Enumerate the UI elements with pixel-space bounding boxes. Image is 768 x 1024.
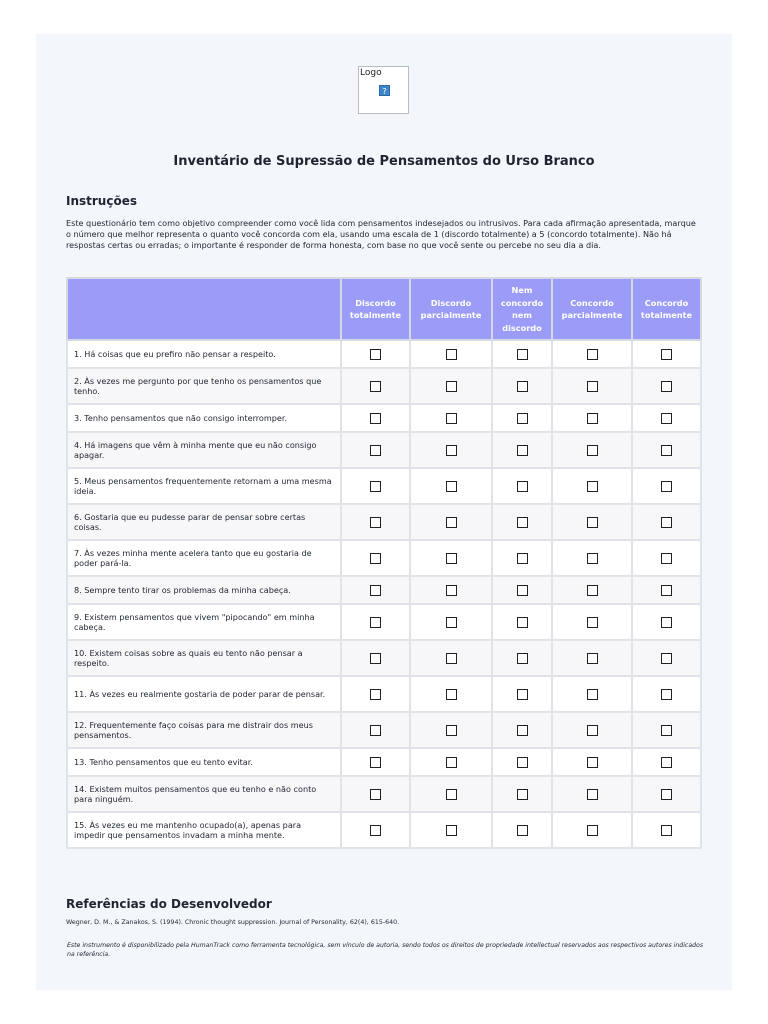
answer-cell <box>341 368 410 404</box>
question-text: 8. Sempre tento tirar os problemas da minha cabeça. <box>67 576 341 604</box>
question-column-header <box>67 278 341 340</box>
answer-checkbox[interactable] <box>370 585 381 596</box>
answer-checkbox[interactable] <box>446 725 457 736</box>
answer-checkbox[interactable] <box>587 585 598 596</box>
answer-cell <box>632 748 701 776</box>
answer-cell <box>552 340 632 368</box>
answer-cell <box>632 676 701 712</box>
instructions-heading: Instruções <box>66 194 137 208</box>
answer-cell <box>410 748 492 776</box>
answer-checkbox[interactable] <box>370 653 381 664</box>
table-row <box>67 576 701 604</box>
answer-checkbox[interactable] <box>517 585 528 596</box>
answer-cell <box>632 712 701 748</box>
answer-cell <box>632 504 701 540</box>
answer-checkbox[interactable] <box>446 653 457 664</box>
question-text: 2. Às vezes me pergunto por que tenho os pensamentos que tenho. <box>67 368 341 404</box>
answer-cell <box>341 468 410 504</box>
table-row <box>67 468 701 504</box>
answer-checkbox[interactable] <box>446 553 457 564</box>
table-row <box>67 776 701 812</box>
answer-checkbox[interactable] <box>370 349 381 360</box>
answer-cell <box>492 604 552 640</box>
answer-cell <box>341 576 410 604</box>
answer-checkbox[interactable] <box>446 789 457 800</box>
answer-checkbox[interactable] <box>370 517 381 528</box>
answer-cell <box>492 640 552 676</box>
logo-alt-text: Logo <box>360 68 382 78</box>
questionnaire-table <box>66 277 702 849</box>
answer-cell <box>632 404 701 432</box>
answer-checkbox[interactable] <box>370 825 381 836</box>
answer-checkbox[interactable] <box>446 481 457 492</box>
question-text: 14. Existem muitos pensamentos que eu tenho e não conto para ninguém. <box>67 776 341 812</box>
answer-cell <box>492 776 552 812</box>
question-text: 1. Há coisas que eu prefiro não pensar a respeito. <box>67 340 341 368</box>
answer-cell <box>410 712 492 748</box>
answer-cell <box>410 676 492 712</box>
answer-cell <box>552 712 632 748</box>
answer-cell <box>632 540 701 576</box>
answer-cell <box>492 748 552 776</box>
answer-cell <box>341 504 410 540</box>
answer-cell <box>632 604 701 640</box>
answer-checkbox[interactable] <box>587 689 598 700</box>
table-row <box>67 540 701 576</box>
table-row <box>67 748 701 776</box>
answer-cell <box>552 576 632 604</box>
table-row <box>67 368 701 404</box>
questionnaire-body <box>67 340 701 848</box>
answer-cell <box>552 368 632 404</box>
answer-cell <box>341 540 410 576</box>
answer-checkbox[interactable] <box>661 653 672 664</box>
answer-cell <box>492 340 552 368</box>
answer-checkbox[interactable] <box>370 617 381 628</box>
answer-cell <box>410 468 492 504</box>
scale-column-header: Concordo totalmente <box>632 278 701 340</box>
answer-checkbox[interactable] <box>661 757 672 768</box>
answer-checkbox[interactable] <box>370 757 381 768</box>
table-row <box>67 604 701 640</box>
answer-checkbox[interactable] <box>446 689 457 700</box>
answer-cell <box>341 432 410 468</box>
answer-cell <box>410 404 492 432</box>
answer-cell <box>341 712 410 748</box>
answer-cell <box>632 468 701 504</box>
answer-checkbox[interactable] <box>587 725 598 736</box>
answer-cell <box>492 540 552 576</box>
answer-cell <box>552 676 632 712</box>
answer-checkbox[interactable] <box>517 757 528 768</box>
answer-checkbox[interactable] <box>517 381 528 392</box>
answer-checkbox[interactable] <box>587 757 598 768</box>
answer-cell <box>632 340 701 368</box>
table-row <box>67 640 701 676</box>
answer-cell <box>552 468 632 504</box>
table-header-row <box>67 278 701 340</box>
answer-checkbox[interactable] <box>517 413 528 424</box>
answer-checkbox[interactable] <box>370 689 381 700</box>
answer-cell <box>492 404 552 432</box>
answer-cell <box>341 604 410 640</box>
answer-checkbox[interactable] <box>587 517 598 528</box>
answer-cell <box>410 540 492 576</box>
answer-checkbox[interactable] <box>517 617 528 628</box>
answer-cell <box>632 776 701 812</box>
answer-checkbox[interactable] <box>661 553 672 564</box>
answer-checkbox[interactable] <box>661 445 672 456</box>
answer-checkbox[interactable] <box>517 481 528 492</box>
table-row <box>67 404 701 432</box>
answer-cell <box>492 504 552 540</box>
question-text: 10. Existem coisas sobre as quais eu tento não pensar a respeito. <box>67 640 341 676</box>
answer-checkbox[interactable] <box>446 825 457 836</box>
answer-cell <box>552 640 632 676</box>
answer-checkbox[interactable] <box>661 349 672 360</box>
answer-cell <box>552 540 632 576</box>
answer-cell <box>410 340 492 368</box>
table-row <box>67 340 701 368</box>
answer-cell <box>552 404 632 432</box>
answer-checkbox[interactable] <box>370 481 381 492</box>
page-title: Inventário de Supressão de Pensamentos do Urso Branco <box>173 154 595 169</box>
question-text: 9. Existem pensamentos que vivem "pipocando" em minha cabeça. <box>67 604 341 640</box>
answer-checkbox[interactable] <box>517 653 528 664</box>
answer-checkbox[interactable] <box>587 653 598 664</box>
question-text: 3. Tenho pensamentos que não consigo interromper. <box>67 404 341 432</box>
answer-cell <box>492 368 552 404</box>
answer-checkbox[interactable] <box>661 413 672 424</box>
answer-cell <box>410 604 492 640</box>
answer-checkbox[interactable] <box>370 413 381 424</box>
answer-cell <box>492 576 552 604</box>
answer-cell <box>552 776 632 812</box>
answer-checkbox[interactable] <box>587 481 598 492</box>
answer-checkbox[interactable] <box>587 445 598 456</box>
scale-column-header: Discordo parcialmente <box>410 278 492 340</box>
question-text: 11. Às vezes eu realmente gostaria de poder parar de pensar. <box>67 676 341 712</box>
answer-cell <box>341 776 410 812</box>
instructions-text: Este questionário tem como objetivo compreender como você lida com pensamentos indesejados ou intrusivos. Para cada afirmação apresentada, marque o número que melhor representa o quanto você concorda com ela, usando uma escala de 1 (discordo totalmente) a 5 (concordo totalmente). Não há respostas certas ou erradas; o importante é responder de forma honesta, com base no que você sente ou percebe no seu dia a dia. <box>66 218 696 250</box>
question-text: 7. Às vezes minha mente acelera tanto que eu gostaria de poder pará-la. <box>67 540 341 576</box>
question-text: 6. Gostaria que eu pudesse parar de pensar sobre certas coisas. <box>67 504 341 540</box>
answer-checkbox[interactable] <box>517 517 528 528</box>
answer-checkbox[interactable] <box>370 553 381 564</box>
answer-cell <box>341 812 410 848</box>
answer-checkbox[interactable] <box>517 349 528 360</box>
scale-column-header: Discordo totalmente <box>341 278 410 340</box>
answer-checkbox[interactable] <box>370 381 381 392</box>
answer-checkbox[interactable] <box>661 825 672 836</box>
answer-cell <box>341 404 410 432</box>
answer-cell <box>410 368 492 404</box>
answer-cell <box>341 340 410 368</box>
answer-cell <box>410 576 492 604</box>
answer-checkbox[interactable] <box>587 789 598 800</box>
question-text: 13. Tenho pensamentos que eu tento evitar. <box>67 748 341 776</box>
reference-citation: Wegner, D. M., & Zanakos, S. (1994). Chronic thought suppression. Journal of Personality, 62(4), 615-640. <box>66 919 400 926</box>
answer-cell <box>552 604 632 640</box>
answer-checkbox[interactable] <box>446 413 457 424</box>
answer-cell <box>410 640 492 676</box>
answer-checkbox[interactable] <box>587 617 598 628</box>
answer-cell <box>341 748 410 776</box>
answer-checkbox[interactable] <box>517 789 528 800</box>
answer-cell <box>552 748 632 776</box>
answer-cell <box>492 712 552 748</box>
table-row <box>67 676 701 712</box>
answer-checkbox[interactable] <box>517 689 528 700</box>
answer-checkbox[interactable] <box>587 381 598 392</box>
answer-checkbox[interactable] <box>446 445 457 456</box>
answer-checkbox[interactable] <box>370 725 381 736</box>
question-text: 5. Meus pensamentos frequentemente retornam a uma mesma ideia. <box>67 468 341 504</box>
answer-checkbox[interactable] <box>661 689 672 700</box>
answer-cell <box>410 432 492 468</box>
table-row <box>67 432 701 468</box>
question-text: 4. Há imagens que vêm à minha mente que eu não consigo apagar. <box>67 432 341 468</box>
disclaimer-text: Este instrumento é disponibilizado pela HumanTrack como ferramenta tecnológica, sem vínculo de autoria, sendo todos os direitos de propriedade intellectual reservados aos respectivos autores indicados na referência. <box>67 942 704 958</box>
answer-checkbox[interactable] <box>517 445 528 456</box>
answer-checkbox[interactable] <box>446 617 457 628</box>
answer-cell <box>632 368 701 404</box>
answer-checkbox[interactable] <box>587 349 598 360</box>
answer-checkbox[interactable] <box>661 481 672 492</box>
answer-checkbox[interactable] <box>587 413 598 424</box>
answer-cell <box>492 812 552 848</box>
answer-cell <box>341 640 410 676</box>
answer-checkbox[interactable] <box>661 517 672 528</box>
logo-placeholder <box>358 66 409 114</box>
table-row <box>67 812 701 848</box>
answer-checkbox[interactable] <box>446 381 457 392</box>
answer-checkbox[interactable] <box>661 381 672 392</box>
question-text: 15. Às vezes eu me mantenho ocupado(a), apenas para impedir que pensamentos invadam a minha mente. <box>67 812 341 848</box>
answer-checkbox[interactable] <box>661 585 672 596</box>
answer-checkbox[interactable] <box>661 725 672 736</box>
answer-checkbox[interactable] <box>587 825 598 836</box>
answer-cell <box>492 468 552 504</box>
answer-checkbox[interactable] <box>517 553 528 564</box>
answer-checkbox[interactable] <box>446 517 457 528</box>
table-row <box>67 712 701 748</box>
answer-cell <box>552 432 632 468</box>
question-text: 12. Frequentemente faço coisas para me distrair dos meus pensamentos. <box>67 712 341 748</box>
answer-checkbox[interactable] <box>661 789 672 800</box>
answer-cell <box>552 812 632 848</box>
references-heading: Referências do Desenvolvedor <box>66 897 272 911</box>
table-row <box>67 504 701 540</box>
answer-cell <box>552 504 632 540</box>
answer-cell <box>410 812 492 848</box>
answer-checkbox[interactable] <box>370 445 381 456</box>
answer-cell <box>410 776 492 812</box>
scale-column-header: Concordo parcialmente <box>552 278 632 340</box>
answer-checkbox[interactable] <box>446 757 457 768</box>
answer-checkbox[interactable] <box>517 825 528 836</box>
document-page <box>36 34 732 990</box>
answer-checkbox[interactable] <box>446 349 457 360</box>
answer-cell <box>410 504 492 540</box>
answer-cell <box>632 812 701 848</box>
answer-cell <box>341 676 410 712</box>
answer-cell <box>492 676 552 712</box>
answer-cell <box>632 432 701 468</box>
answer-checkbox[interactable] <box>661 617 672 628</box>
answer-cell <box>632 640 701 676</box>
answer-checkbox[interactable] <box>587 553 598 564</box>
broken-image-icon: ? <box>379 85 390 96</box>
answer-cell <box>632 576 701 604</box>
answer-checkbox[interactable] <box>370 789 381 800</box>
answer-cell <box>492 432 552 468</box>
answer-checkbox[interactable] <box>446 585 457 596</box>
scale-column-header: Nem concordo nem discordo <box>492 278 552 340</box>
answer-checkbox[interactable] <box>517 725 528 736</box>
